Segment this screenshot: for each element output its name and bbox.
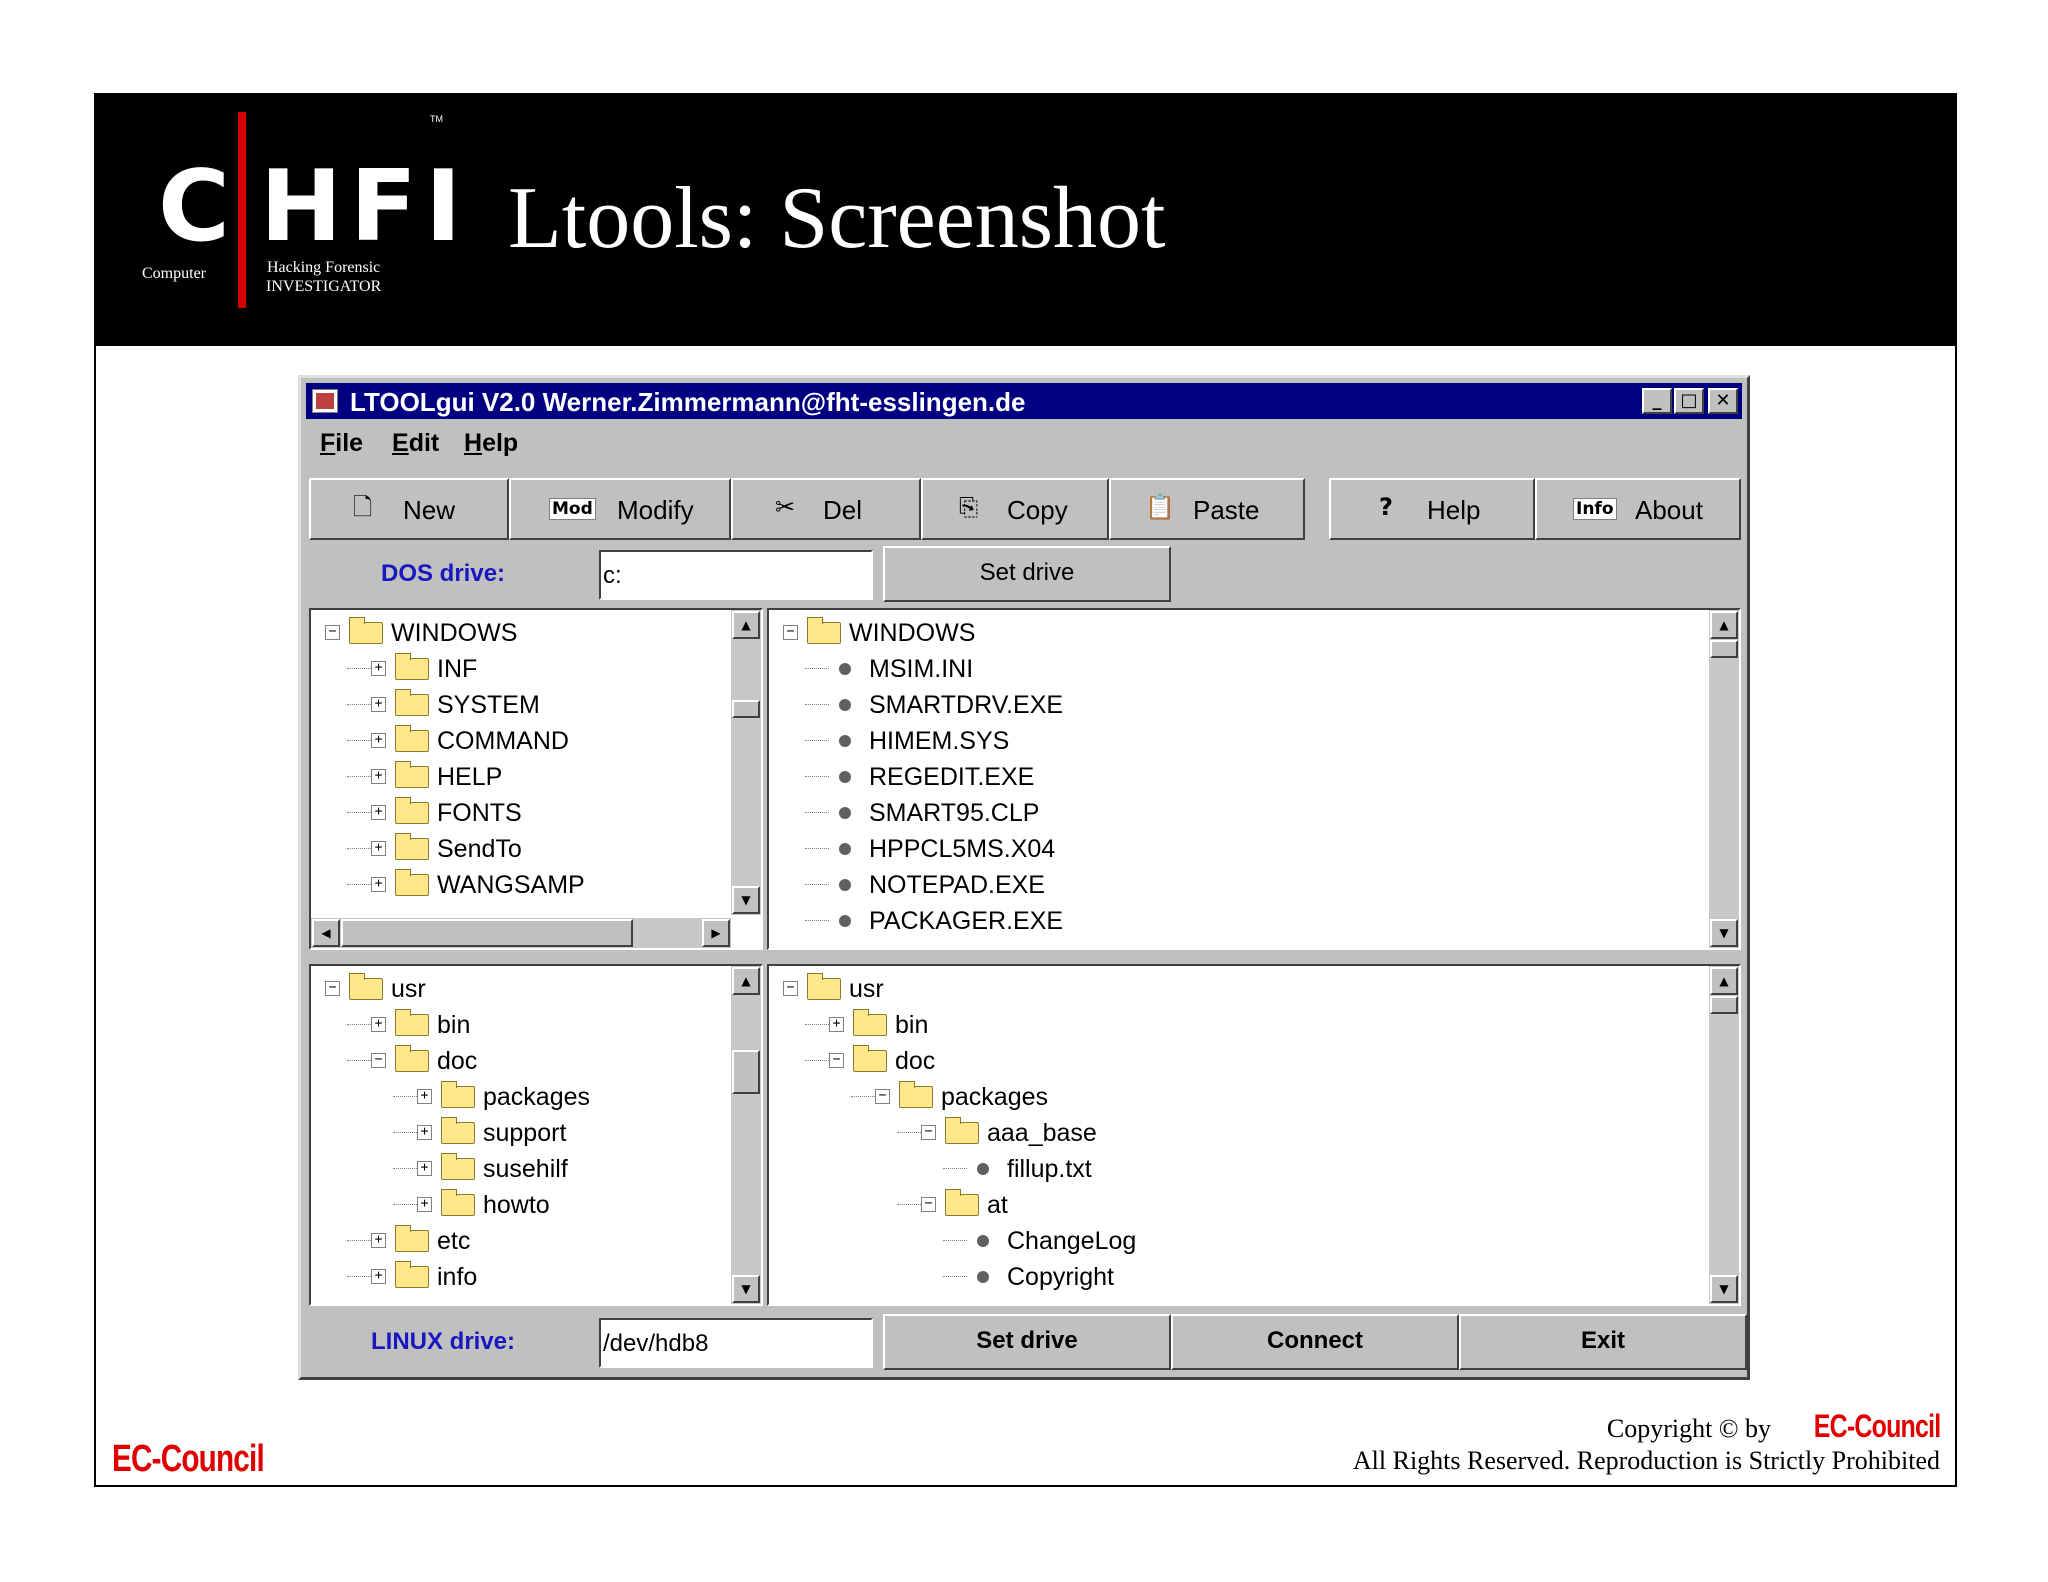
expand-plus-icon[interactable]: + bbox=[371, 805, 386, 820]
tree-item-label: ChangeLog bbox=[1007, 1227, 1137, 1255]
scroll-up-arrow-icon[interactable]: ▲ bbox=[1710, 611, 1738, 639]
expand-plus-icon[interactable]: + bbox=[371, 697, 386, 712]
folder-icon bbox=[395, 730, 429, 752]
toolbar bbox=[309, 478, 1741, 540]
rights-text: All Rights Reserved. Reproduction is Strictly Prohibited bbox=[1352, 1446, 1940, 1475]
folder-icon bbox=[807, 622, 841, 644]
expand-plus-icon[interactable]: + bbox=[371, 1269, 386, 1284]
menu-bar bbox=[306, 423, 1742, 463]
tree-item-label: HIMEM.SYS bbox=[869, 727, 1010, 755]
collapse-minus-icon[interactable]: − bbox=[875, 1089, 890, 1104]
tree-item-label: etc bbox=[437, 1227, 471, 1255]
tree-connector bbox=[347, 1276, 371, 1277]
folder-icon bbox=[395, 838, 429, 860]
tree-connector bbox=[347, 884, 371, 885]
file-node-icon bbox=[839, 663, 851, 675]
new-button[interactable]: 🗋 New bbox=[309, 478, 509, 540]
logo-sub-line1: Hacking Forensic bbox=[266, 259, 381, 276]
folder-icon bbox=[853, 1014, 887, 1036]
tree-connector bbox=[897, 1204, 921, 1205]
copyright-brand: EC-Council bbox=[1813, 1408, 1940, 1444]
folder-icon bbox=[395, 1230, 429, 1252]
menu-help[interactable]: Help bbox=[464, 429, 519, 457]
tree-item-label: NOTEPAD.EXE bbox=[869, 871, 1045, 899]
collapse-minus-icon[interactable]: − bbox=[829, 1053, 844, 1068]
scroll-thumb[interactable] bbox=[1710, 996, 1738, 1014]
expand-plus-icon[interactable]: + bbox=[371, 661, 386, 676]
tree-item-label: bin bbox=[437, 1011, 471, 1039]
window-title: LTOOLgui V2.0 Werner.Zimmermann@fht-esslingen.de bbox=[350, 387, 1026, 417]
linux-set-drive-button[interactable]: Set drive bbox=[883, 1314, 1171, 1370]
maximize-button[interactable]: □ bbox=[1674, 388, 1704, 414]
folder-icon bbox=[349, 978, 383, 1000]
modify-icon: Mod bbox=[549, 498, 596, 520]
folder-icon bbox=[807, 978, 841, 1000]
chfi-logo bbox=[130, 110, 470, 310]
tree-item-label: susehilf bbox=[483, 1155, 568, 1183]
paste-button[interactable]: 📋 Paste bbox=[1109, 478, 1305, 540]
linux-left-vscroll[interactable] bbox=[731, 966, 761, 1304]
tree-item-label: HELP bbox=[437, 763, 503, 791]
copy-button[interactable]: ⎘ Copy bbox=[921, 478, 1109, 540]
file-node-icon bbox=[839, 915, 851, 927]
logo-hfi: HFI bbox=[260, 150, 470, 264]
expand-plus-icon[interactable]: + bbox=[417, 1197, 432, 1212]
clipboard-icon: 📋 bbox=[1145, 493, 1175, 521]
tree-item-label: packages bbox=[483, 1083, 591, 1111]
dos-left-hscroll[interactable] bbox=[311, 918, 731, 948]
tree-connector bbox=[347, 704, 371, 705]
tree-connector bbox=[805, 884, 829, 885]
tree-connector bbox=[347, 812, 371, 813]
menu-file[interactable]: File bbox=[320, 429, 364, 457]
dos-drive-input[interactable]: c: bbox=[599, 550, 873, 600]
menu-edit[interactable]: Edit bbox=[392, 429, 440, 457]
tree-item-label: fillup.txt bbox=[1007, 1155, 1092, 1183]
scroll-thumb[interactable] bbox=[1710, 640, 1738, 658]
folder-icon bbox=[441, 1086, 475, 1108]
folder-icon bbox=[441, 1122, 475, 1144]
tree-connector bbox=[805, 1024, 829, 1025]
tree-connector bbox=[943, 1276, 967, 1277]
tree-item-label: usr bbox=[391, 975, 426, 1003]
expand-plus-icon[interactable]: + bbox=[371, 769, 386, 784]
folder-icon bbox=[395, 658, 429, 680]
new-doc-icon: 🗋 bbox=[353, 493, 373, 521]
connect-button[interactable]: Connect bbox=[1171, 1314, 1459, 1370]
tree-item-label: WINDOWS bbox=[849, 619, 976, 647]
tree-connector bbox=[851, 1096, 875, 1097]
close-button[interactable]: ✕ bbox=[1708, 388, 1738, 414]
linux-drive-row bbox=[309, 1314, 1741, 1370]
tree-item-label: doc bbox=[895, 1047, 936, 1075]
file-node-icon bbox=[839, 807, 851, 819]
tree-item-label: at bbox=[987, 1191, 1008, 1219]
expand-plus-icon[interactable]: + bbox=[371, 1017, 386, 1032]
tree-item-label: WANGSAMP bbox=[437, 871, 585, 899]
folder-icon bbox=[441, 1194, 475, 1216]
scroll-right-arrow-icon[interactable]: ▶ bbox=[702, 919, 730, 947]
logo-red-bar bbox=[238, 112, 246, 308]
tree-connector bbox=[805, 1060, 829, 1061]
linux-tree-right-pane[interactable] bbox=[767, 964, 1741, 1306]
tree-connector bbox=[347, 1024, 371, 1025]
collapse-minus-icon[interactable]: − bbox=[921, 1125, 936, 1140]
folder-icon bbox=[349, 622, 383, 644]
tree-item-label: Copyright bbox=[1007, 1263, 1114, 1291]
tree-connector bbox=[347, 1060, 371, 1061]
modify-button[interactable]: Mod Modify bbox=[509, 478, 731, 540]
folder-icon bbox=[395, 694, 429, 716]
app-icon[interactable] bbox=[312, 389, 338, 413]
linux-drive-input[interactable]: /dev/hdb8 bbox=[599, 1318, 873, 1368]
folder-icon bbox=[395, 766, 429, 788]
tree-item-label: SYSTEM bbox=[437, 691, 540, 719]
footer-brand-logo: EC-Council bbox=[112, 1438, 264, 1480]
tree-connector bbox=[805, 704, 829, 705]
ltoolgui-window bbox=[298, 375, 1750, 1380]
tree-item-label: HPPCL5MS.X04 bbox=[869, 835, 1056, 863]
folder-icon bbox=[945, 1122, 979, 1144]
dos-drive-row bbox=[309, 546, 1741, 602]
tree-connector bbox=[393, 1132, 417, 1133]
collapse-minus-icon[interactable]: − bbox=[921, 1197, 936, 1212]
tree-connector bbox=[805, 848, 829, 849]
folder-icon bbox=[441, 1158, 475, 1180]
file-node-icon bbox=[977, 1271, 989, 1283]
tree-item-label: aaa_base bbox=[987, 1119, 1097, 1147]
tree-connector bbox=[805, 920, 829, 921]
collapse-minus-icon[interactable]: − bbox=[783, 625, 798, 640]
expand-plus-icon[interactable]: + bbox=[829, 1017, 844, 1032]
slide-title: Ltools: Screenshot bbox=[508, 170, 1166, 267]
copyright-prefix: Copyright © by bbox=[1606, 1414, 1778, 1443]
tree-connector bbox=[393, 1204, 417, 1205]
info-icon: Info bbox=[1573, 498, 1617, 520]
question-icon: ? bbox=[1379, 493, 1393, 521]
tree-item-label: howto bbox=[483, 1191, 550, 1219]
expand-plus-icon[interactable]: + bbox=[371, 733, 386, 748]
file-node-icon bbox=[839, 771, 851, 783]
tree-connector bbox=[393, 1168, 417, 1169]
minimize-button[interactable]: _ bbox=[1642, 388, 1672, 414]
folder-icon bbox=[395, 1014, 429, 1036]
tree-connector bbox=[393, 1096, 417, 1097]
tree-connector bbox=[805, 668, 829, 669]
footer-copyright bbox=[1353, 1408, 1940, 1477]
collapse-minus-icon[interactable]: − bbox=[783, 981, 798, 996]
folder-icon bbox=[395, 802, 429, 824]
file-node-icon bbox=[839, 879, 851, 891]
dos-set-drive-button[interactable]: Set drive bbox=[883, 546, 1171, 602]
tree-item-label: FONTS bbox=[437, 799, 522, 827]
tree-item-label: PACKAGER.EXE bbox=[869, 907, 1064, 935]
file-node-icon bbox=[977, 1235, 989, 1247]
expand-plus-icon[interactable]: + bbox=[371, 841, 386, 856]
file-node-icon bbox=[839, 843, 851, 855]
tree-connector bbox=[347, 776, 371, 777]
window-titlebar[interactable] bbox=[306, 383, 1742, 419]
tree-connector bbox=[897, 1132, 921, 1133]
linux-tree-left-pane[interactable] bbox=[309, 964, 763, 1306]
file-node-icon bbox=[839, 735, 851, 747]
dos-tree-right-pane[interactable] bbox=[767, 608, 1741, 950]
tree-item-label: packages bbox=[941, 1083, 1049, 1111]
scroll-thumb[interactable] bbox=[732, 700, 760, 718]
tree-item-label: REGEDIT.EXE bbox=[869, 763, 1035, 791]
scroll-down-arrow-icon[interactable]: ▼ bbox=[1710, 919, 1738, 947]
scroll-down-arrow-icon[interactable]: ▼ bbox=[1710, 1275, 1738, 1303]
dos-right-vscroll[interactable] bbox=[1709, 610, 1739, 948]
tree-item-label: SMARTDRV.EXE bbox=[869, 691, 1064, 719]
tree-connector bbox=[347, 740, 371, 741]
scroll-thumb[interactable] bbox=[732, 1050, 760, 1094]
dos-tree-left-pane[interactable] bbox=[309, 608, 763, 950]
tree-item-label: COMMAND bbox=[437, 727, 569, 755]
folder-icon bbox=[395, 1050, 429, 1072]
tree-connector bbox=[347, 668, 371, 669]
scroll-up-arrow-icon[interactable]: ▲ bbox=[732, 967, 760, 995]
tree-item-label: SMART95.CLP bbox=[869, 799, 1040, 827]
logo-c: C bbox=[158, 150, 234, 264]
linux-right-vscroll[interactable] bbox=[1709, 966, 1739, 1304]
scroll-down-arrow-icon[interactable]: ▼ bbox=[732, 886, 760, 914]
logo-computer: Computer bbox=[142, 265, 206, 282]
scroll-left-arrow-icon[interactable]: ◀ bbox=[312, 919, 340, 947]
folder-icon bbox=[395, 874, 429, 896]
tree-connector bbox=[347, 848, 371, 849]
hscroll-thumb[interactable] bbox=[341, 919, 633, 947]
scroll-down-arrow-icon[interactable]: ▼ bbox=[732, 1275, 760, 1303]
tree-item-label: doc bbox=[437, 1047, 478, 1075]
tree-connector bbox=[805, 812, 829, 813]
tree-item-label: SendTo bbox=[437, 835, 522, 863]
del-button[interactable]: ✂ Del bbox=[731, 478, 921, 540]
folder-icon bbox=[945, 1194, 979, 1216]
tree-item-label: info bbox=[437, 1263, 478, 1291]
expand-plus-icon[interactable]: + bbox=[371, 877, 386, 892]
expand-plus-icon[interactable]: + bbox=[371, 1233, 386, 1248]
scissors-icon: ✂ bbox=[775, 493, 796, 521]
logo-subtitle bbox=[266, 258, 381, 296]
expand-plus-icon[interactable]: + bbox=[417, 1089, 432, 1104]
collapse-minus-icon[interactable]: − bbox=[325, 625, 340, 640]
collapse-minus-icon[interactable]: − bbox=[371, 1053, 386, 1068]
tree-connector bbox=[943, 1240, 967, 1241]
tree-item-label: WINDOWS bbox=[391, 619, 518, 647]
dos-left-vscroll[interactable] bbox=[731, 610, 761, 915]
tree-item-label: MSIM.INI bbox=[869, 655, 974, 683]
expand-plus-icon[interactable]: + bbox=[417, 1161, 432, 1176]
scroll-up-arrow-icon[interactable]: ▲ bbox=[732, 611, 760, 639]
file-node-icon bbox=[839, 699, 851, 711]
dos-drive-label: DOS drive: bbox=[381, 560, 506, 587]
linux-drive-label: LINUX drive: bbox=[371, 1328, 516, 1355]
tree-connector bbox=[805, 740, 829, 741]
tree-item-label: support bbox=[483, 1119, 567, 1147]
tree-connector bbox=[943, 1168, 967, 1169]
collapse-minus-icon[interactable]: − bbox=[325, 981, 340, 996]
logo-sub-line2: INVESTIGATOR bbox=[266, 278, 382, 295]
about-button[interactable]: Info About bbox=[1535, 478, 1741, 540]
tree-item-label: INF bbox=[437, 655, 478, 683]
folder-icon bbox=[395, 1266, 429, 1288]
copy-icon: ⎘ bbox=[959, 493, 979, 521]
tree-connector bbox=[347, 1240, 371, 1241]
logo-tm: TM bbox=[430, 114, 443, 124]
tree-item-label: usr bbox=[849, 975, 884, 1003]
exit-button[interactable]: Exit bbox=[1459, 1314, 1747, 1370]
tree-item-label: bin bbox=[895, 1011, 929, 1039]
expand-plus-icon[interactable]: + bbox=[417, 1125, 432, 1140]
help-button[interactable]: ? Help bbox=[1329, 478, 1535, 540]
folder-icon bbox=[899, 1086, 933, 1108]
file-node-icon bbox=[977, 1163, 989, 1175]
folder-icon bbox=[853, 1050, 887, 1072]
tree-connector bbox=[805, 776, 829, 777]
scroll-up-arrow-icon[interactable]: ▲ bbox=[1710, 967, 1738, 995]
